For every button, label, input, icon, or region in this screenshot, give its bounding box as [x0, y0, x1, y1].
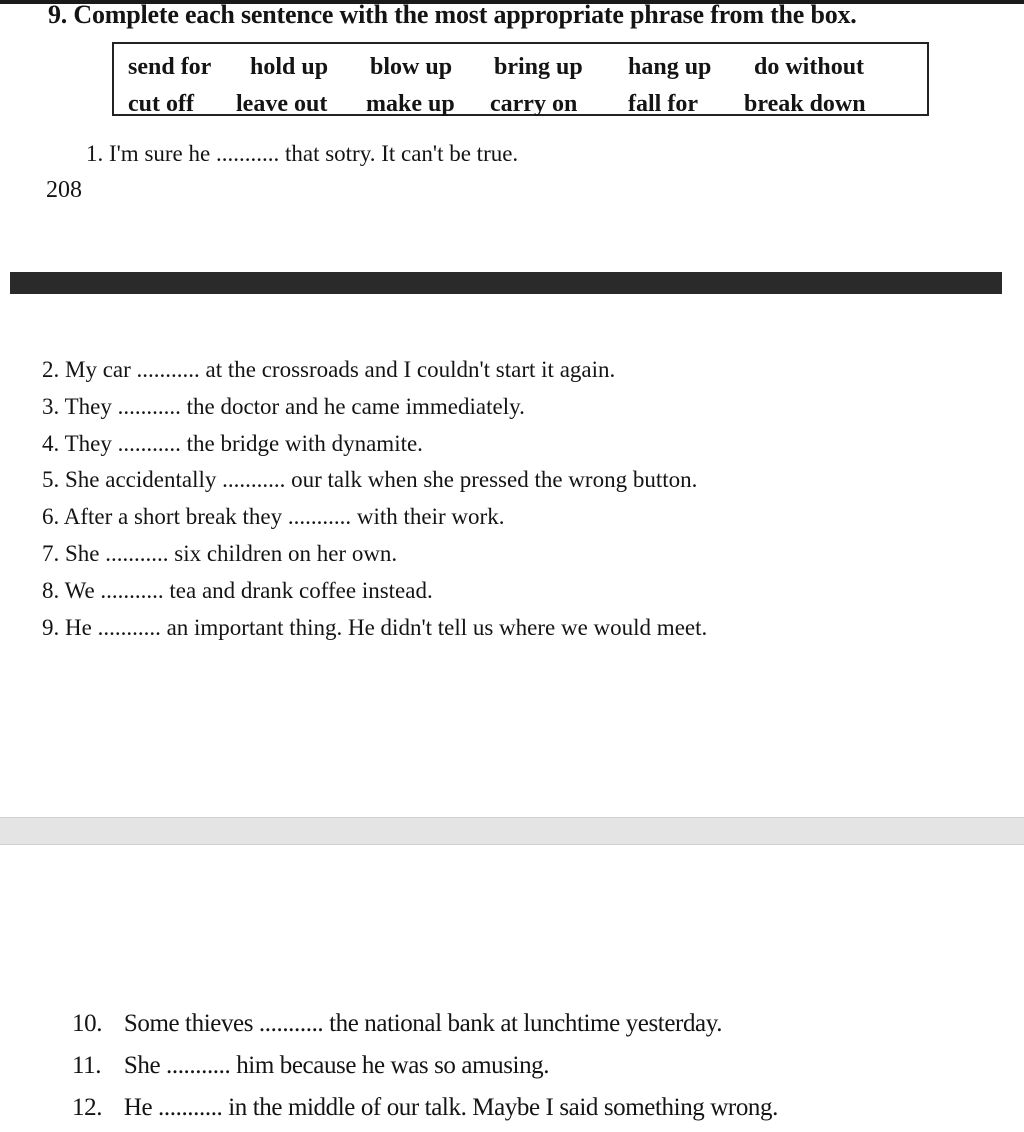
sentence-text: Some thieves ........... the national bank at lunchtime yesterday.: [123, 1010, 723, 1037]
sentence-text: She ........... him because he was so amusing.: [123, 1052, 550, 1079]
sentence-number: 3.: [42, 394, 60, 419]
sentence-item: [86, 140, 518, 168]
sentence-number: 6.: [42, 504, 60, 529]
phrase-item: cut off: [128, 91, 194, 117]
sentence-text: He ........... an important thing. He didn't tell us where we would meet.: [65, 615, 708, 640]
sentence-item: [72, 1010, 722, 1038]
phrase-item: hang up: [628, 54, 712, 80]
sentence-text: He ........... in the middle of our talk. Maybe I said something wrong.: [123, 1094, 778, 1121]
sentence-number: 7.: [42, 541, 60, 566]
sentence-item: [42, 430, 423, 458]
sentence-text: I'm sure he ........... that sotry. It can't be true.: [109, 141, 519, 166]
sentence-number: 10.: [72, 1010, 103, 1037]
sentence-item: [42, 503, 504, 531]
phrase-item: leave out: [236, 91, 328, 117]
sentence-text: We ........... tea and drank coffee instead.: [64, 578, 433, 603]
page-divider-dark: [10, 272, 1002, 294]
sentence-text: After a short break they ........... with their work.: [63, 504, 505, 529]
sentence-number: 9.: [42, 615, 60, 640]
sentence-text: She accidentally ........... our talk when she pressed the wrong button.: [65, 467, 698, 492]
sentence-item: [42, 614, 707, 642]
sentence-text: My car ........... at the crossroads and I couldn't start it again.: [65, 357, 616, 382]
sentence-number: 11.: [72, 1052, 102, 1079]
sentence-number: 8.: [42, 578, 60, 603]
phrase-box: [112, 42, 929, 116]
phrase-item: carry on: [490, 91, 578, 117]
phrase-item: break down: [744, 91, 866, 117]
sentence-item: [42, 577, 433, 605]
phrase-item: bring up: [494, 54, 583, 80]
phrase-item: make up: [366, 91, 455, 117]
phrase-item: do without: [754, 54, 865, 80]
sentence-number: 2.: [42, 357, 60, 382]
sentence-number: 5.: [42, 467, 60, 492]
sentence-number: 1.: [86, 141, 104, 166]
sentence-item: [42, 466, 697, 494]
sentence-text: She ........... six children on her own.: [65, 541, 398, 566]
phrase-item: fall for: [628, 91, 698, 117]
sentence-item: [72, 1052, 549, 1080]
sentence-text: They ........... the doctor and he came immediately.: [64, 394, 525, 419]
page-divider-gray: [0, 817, 1024, 845]
sentence-text: They ........... the bridge with dynamite.: [64, 431, 423, 456]
phrase-item: send for: [128, 54, 212, 80]
sentence-item: [42, 393, 525, 421]
sentence-item: [42, 540, 397, 568]
sentence-number: 4.: [42, 431, 60, 456]
exercise-heading: 9. Complete each sentence with the most appropriate phrase from the box.: [48, 0, 857, 29]
phrase-item: blow up: [370, 54, 453, 80]
sentence-number: 12.: [72, 1094, 103, 1121]
page-number: 208: [46, 177, 82, 203]
sentence-item: [42, 356, 615, 384]
sentence-item: [72, 1094, 778, 1122]
phrase-item: hold up: [250, 54, 329, 80]
